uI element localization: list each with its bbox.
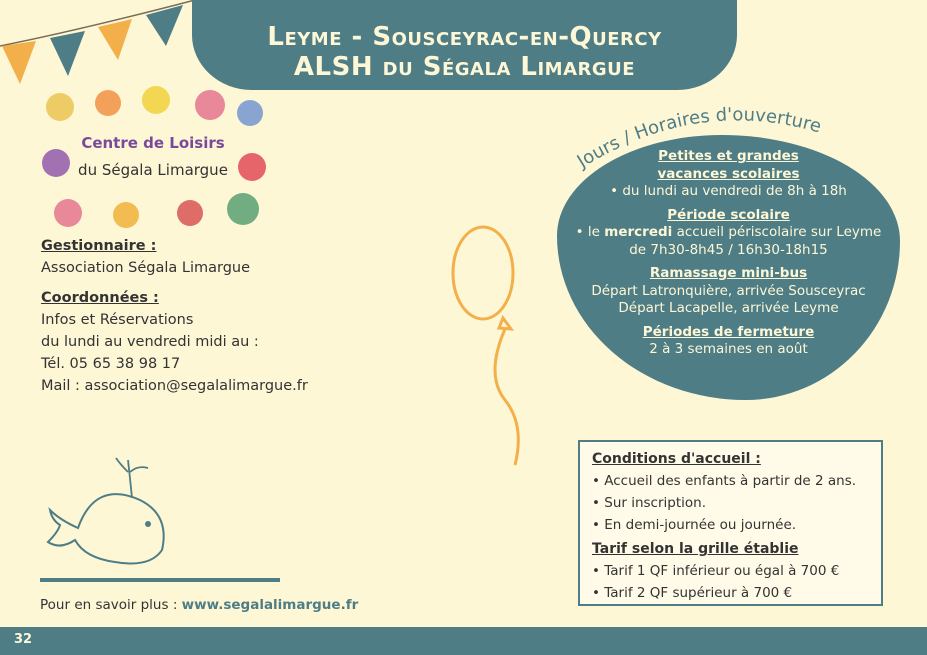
scolaire-heading: Période scolaire	[667, 206, 790, 223]
logo-line-1: Centre de Loisirs	[81, 134, 225, 152]
fermeture-text: 2 à 3 semaines en août	[649, 341, 808, 357]
page-title	[192, 22, 737, 82]
hours-content	[557, 148, 900, 365]
coordonnees-line-2: du lundi au vendredi midi au :	[41, 334, 259, 350]
tarif-item: • Tarif 2 QF supérieur à 700 €	[592, 585, 793, 601]
bus-line-2: Départ Lacapelle, arrivée Leyme	[618, 300, 839, 316]
vacances-heading-2: vacances scolaires	[657, 165, 800, 182]
scolaire-day: mercredi	[604, 224, 673, 240]
logo-line-2: du Ségala Limargue	[78, 161, 228, 179]
bus-line-1: Départ Latronquière, arrivée Sousceyrac	[591, 282, 866, 299]
footer-bar	[0, 627, 927, 655]
centre-de-loisirs-logo	[38, 85, 268, 235]
more-info	[40, 597, 358, 613]
scolaire-post: accueil périscolaire sur Leyme	[672, 224, 882, 240]
condition-item: • En demi-journée ou journée.	[592, 517, 797, 533]
balloon-icon	[445, 225, 535, 470]
tarif-title: Tarif selon la grille établie	[592, 541, 799, 557]
condition-item: • Accueil des enfants à partir de 2 ans.	[592, 473, 857, 489]
vacances-text: • du lundi au vendredi de 8h à 18h	[610, 183, 847, 199]
gestionnaire-value: Association Ségala Limargue	[41, 260, 251, 276]
whale-icon	[40, 450, 180, 570]
scolaire-pre: • le	[575, 224, 605, 240]
contact-info	[41, 235, 341, 397]
divider	[40, 578, 280, 582]
coordonnees-label: Coordonnées :	[41, 290, 159, 306]
hand-prints-icon	[42, 86, 266, 228]
hours-title-text: Jours / Horaires d'ouverture	[573, 104, 824, 173]
website-link[interactable]: www.segalalimargue.fr	[181, 597, 359, 613]
bunting-decoration	[0, 0, 200, 90]
condition-item: • Sur inscription.	[592, 495, 707, 511]
bus-heading: Ramassage mini-bus	[649, 265, 808, 281]
email-address[interactable]: Mail : association@segalalimargue.fr	[41, 378, 308, 394]
page-number: 32	[14, 632, 33, 647]
gestionnaire-label: Gestionnaire :	[41, 238, 157, 254]
scolaire-hours: de 7h30-8h45 / 16h30-18h15	[629, 241, 828, 258]
conditions-title: Conditions d'accueil :	[592, 451, 761, 467]
title-line-2: ALSH du Ségala Limargue	[293, 52, 636, 82]
tarif-item: • Tarif 1 QF inférieur ou égal à 700 €	[592, 563, 840, 579]
more-label: Pour en savoir plus :	[40, 597, 178, 613]
phone-number: Tél. 05 65 38 98 17	[41, 356, 181, 372]
vacances-heading-1: Petites et grandes	[658, 148, 799, 164]
coordonnees-line-1: Infos et Réservations	[41, 312, 194, 328]
title-line-1: Leyme - Sousceyrac-en-Quercy	[267, 22, 662, 52]
conditions-box	[578, 440, 883, 606]
fermeture-heading: Périodes de fermeture	[642, 323, 815, 340]
